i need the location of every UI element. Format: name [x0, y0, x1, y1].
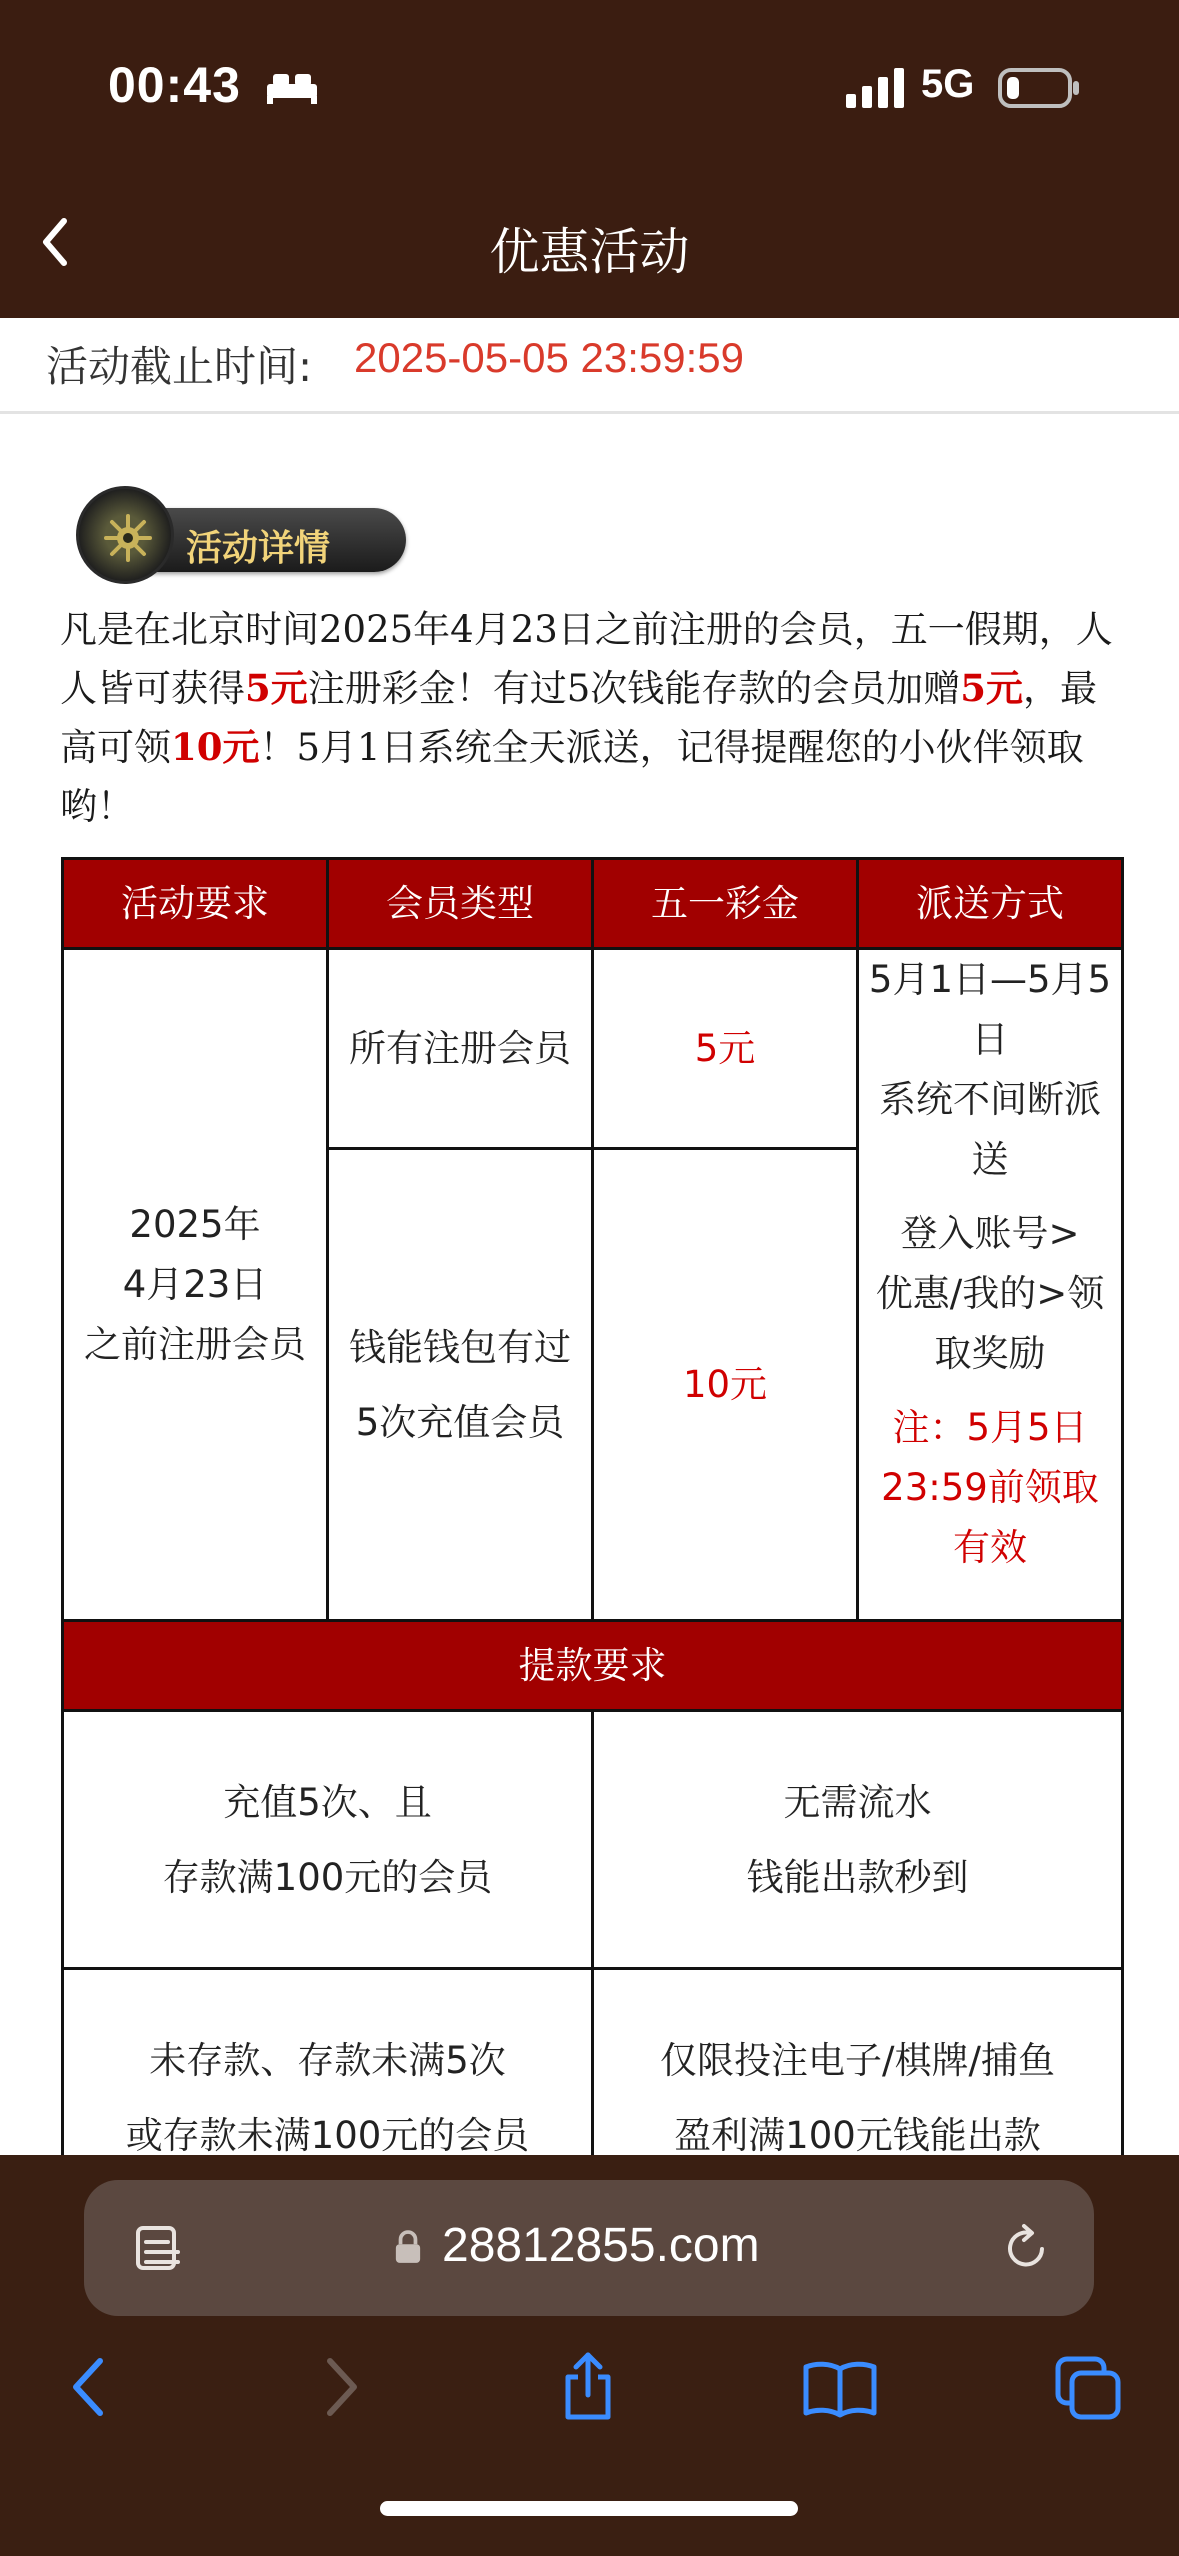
- badge-emblem: [76, 486, 174, 584]
- reload-icon[interactable]: [1002, 2222, 1052, 2274]
- address-bar[interactable]: [84, 2180, 1094, 2316]
- cell-line: 存款满100元的会员: [162, 1855, 493, 1899]
- cell-line: 未存款、存款未满5次: [149, 2038, 506, 2082]
- cell-line: 4月23日: [122, 1262, 268, 1306]
- withdraw-rule-cell: [593, 1711, 1123, 1969]
- section-badge: [76, 486, 406, 582]
- cell-line: 充值5次、且: [223, 1780, 432, 1824]
- tabs-icon[interactable]: [1054, 2355, 1124, 2421]
- note-line: 23:59前领取: [881, 1466, 1099, 1509]
- forward-nav-icon[interactable]: [322, 2357, 362, 2417]
- cell-line: 钱能钱包有过: [349, 1325, 571, 1369]
- withdraw-header: 提款要求: [63, 1621, 1123, 1711]
- note-line: 注：5月5日: [892, 1406, 1088, 1449]
- bonus-cell: 10元: [593, 1149, 858, 1621]
- intro-text: 注册彩金！有过5次钱能存款的会员加赠: [307, 667, 961, 710]
- cell-line: 仅限投注电子/棋牌/捕鱼: [660, 2038, 1055, 2082]
- cell-line: 之前注册会员: [84, 1322, 306, 1366]
- deadline-value: 2025-05-05 23:59:59: [354, 334, 744, 381]
- gear-icon: [103, 513, 153, 563]
- table-row: [63, 949, 1123, 1149]
- delivery-cell: [858, 949, 1123, 1621]
- bonus-cell: 5元: [593, 949, 858, 1149]
- table-row: [63, 1969, 1123, 2156]
- badge-text: 活动详情: [186, 528, 331, 569]
- table-header-cell: 五一彩金: [593, 859, 858, 949]
- deadline-label: 活动截止时间:: [46, 342, 313, 391]
- cell-line: 或存款未满100元的会员: [125, 2113, 530, 2155]
- battery-icon: [998, 68, 1080, 108]
- browser-toolbar: [0, 2155, 1179, 2556]
- cell-line: 优惠/我的>领: [875, 1272, 1105, 1315]
- intro-text: ！5月1日系统全天派送，记得提醒您的小伙伴领取哟！: [60, 726, 1084, 828]
- page-title: 优惠活动: [489, 223, 690, 281]
- home-indicator: [380, 2501, 798, 2516]
- table-header-cell: 活动要求: [63, 859, 328, 949]
- table-header-cell: 会员类型: [328, 859, 593, 949]
- bookmarks-icon[interactable]: [802, 2359, 878, 2419]
- intro-text: ，最高可领: [60, 667, 1098, 769]
- intro-amount: 5元: [245, 666, 308, 710]
- table-row: [63, 1711, 1123, 1969]
- network-type: 5G: [921, 62, 975, 106]
- deadline-row: [0, 318, 1179, 414]
- intro-amount: 10元: [171, 725, 260, 769]
- content-area[interactable]: [0, 318, 1179, 2155]
- cell-line: 钱能出款秒到: [746, 1855, 969, 1899]
- intro-amount: 5元: [960, 666, 1024, 710]
- cell-line: 登入账号>: [900, 1212, 1080, 1255]
- promo-table: [61, 857, 1124, 2155]
- cellular-signal-icon: [846, 68, 906, 108]
- share-icon[interactable]: [558, 2351, 618, 2421]
- cell-line: 5月1日—5月5: [868, 958, 1112, 1001]
- member-type-cell: 所有注册会员: [328, 949, 593, 1149]
- cell-line: 送: [971, 1138, 1009, 1181]
- sleep-focus-icon: [265, 70, 319, 106]
- withdraw-condition-cell: [63, 1969, 593, 2156]
- back-nav-icon[interactable]: [68, 2357, 108, 2417]
- lock-icon: [394, 2230, 422, 2264]
- cell-line: 系统不间断派: [879, 1078, 1101, 1121]
- note-line: 有效: [953, 1526, 1027, 1569]
- status-time: 00:43: [108, 57, 241, 113]
- withdraw-header-row: [63, 1621, 1123, 1711]
- withdraw-condition-cell: [63, 1711, 593, 1969]
- requirement-cell: [63, 949, 328, 1621]
- cell-line: 5次充值会员: [355, 1400, 565, 1444]
- cell-line: 无需流水: [783, 1780, 932, 1824]
- app-header: [0, 0, 1179, 318]
- withdraw-rule-cell: [593, 1969, 1123, 2156]
- table-header-row: [63, 859, 1123, 949]
- intro-paragraph: [60, 600, 1130, 836]
- cell-line: 取奖励: [934, 1332, 1046, 1375]
- cell-line: 盈利满100元钱能出款: [674, 2113, 1041, 2155]
- url-text[interactable]: 28812855.com: [442, 2219, 760, 2272]
- member-type-cell: [328, 1149, 593, 1621]
- intro-text: 凡是在北京时间2025年4月23日之前注册的会员，五一假期，人人皆可获得: [60, 608, 1113, 710]
- cell-line: 2025年: [129, 1202, 261, 1246]
- table-header-cell: 派送方式: [858, 859, 1123, 949]
- cell-line: 日: [971, 1018, 1009, 1061]
- page-menu-icon[interactable]: [134, 2224, 184, 2274]
